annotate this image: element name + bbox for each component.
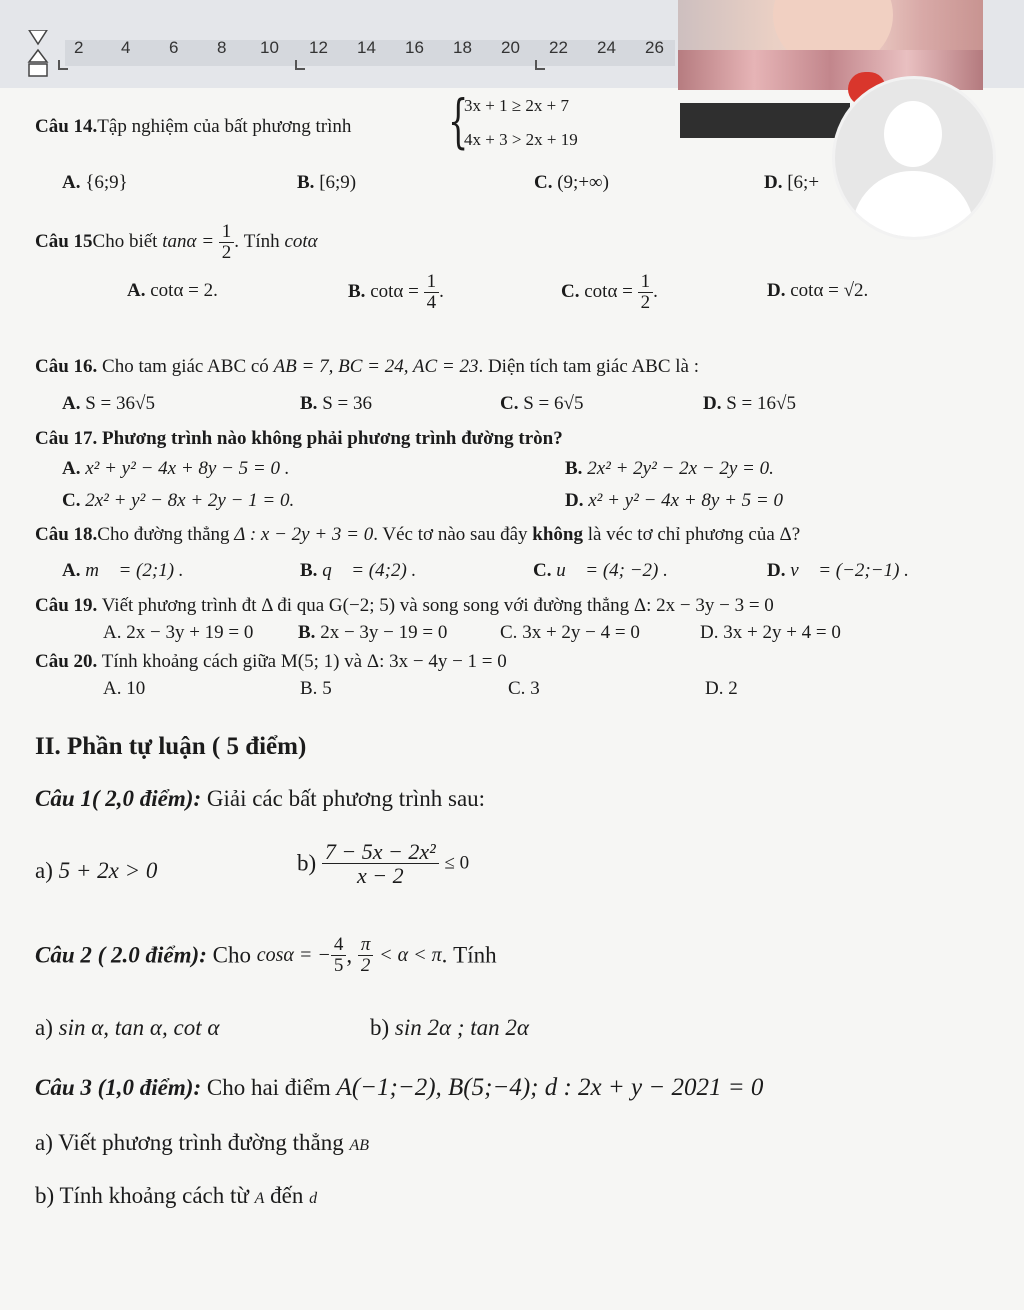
- question-19: Câu 19. Viết phương trình đt Δ đi qua G(−2; 5) và song song với đường thẳng Δ: 2x − 3y − 3 = 0: [35, 595, 774, 616]
- essay-3a: a) Viết phương trình đường thẳng AB: [35, 1130, 370, 1155]
- essay-3b: b) Tính khoảng cách từ A đến d: [35, 1183, 318, 1208]
- ruler-number: 10: [260, 38, 279, 57]
- option-b[interactable]: B. [6;9): [297, 172, 357, 193]
- option-b[interactable]: B. S = 36: [300, 393, 372, 414]
- option-a[interactable]: A. S = 36√5: [62, 393, 155, 414]
- ruler-number: 24: [597, 38, 616, 57]
- ruler-number: 2: [74, 38, 84, 57]
- ruler-number: 14: [357, 38, 376, 57]
- question-20: Câu 20. Tính khoảng cách giữa M(5; 1) và Δ: 3x − 4y − 1 = 0: [35, 651, 507, 672]
- ruler-number: 18: [453, 38, 472, 57]
- option-c[interactable]: C. (9;+∞): [534, 172, 609, 193]
- option-b[interactable]: B. 5: [300, 678, 332, 699]
- question-label: Câu 20.: [35, 651, 98, 672]
- option-a[interactable]: A. 10: [103, 678, 146, 699]
- ruler-number: 4: [121, 38, 131, 57]
- section-heading: II. Phần tự luận ( 5 điểm): [35, 733, 307, 760]
- ruler-number: 22: [549, 38, 568, 57]
- option-c[interactable]: C. 3: [508, 678, 540, 699]
- option-d[interactable]: D. cotα = √2.: [767, 280, 869, 301]
- option-b[interactable]: B. 2x − 3y − 19 = 0: [298, 622, 448, 643]
- option-value: [6;9): [319, 172, 357, 193]
- option-a[interactable]: A. m⃗ = (2;1) .: [62, 560, 184, 581]
- option-b[interactable]: B. cotα = $\frac{1}{4}$ .: [348, 271, 444, 313]
- ruler-number: 6: [169, 38, 179, 57]
- option-c[interactable]: C. 3x + 2y − 4 = 0: [500, 622, 640, 643]
- option-d[interactable]: D. v⃗ = (−2;−1) .: [767, 560, 909, 581]
- essay-1b: b) $\frac{\text{7 − 5x − 2x²}}{x - 2}$ ≤ 0: [297, 839, 470, 889]
- question-label: Câu 1( 2,0 điểm):: [35, 786, 202, 811]
- ruler-number: 26: [645, 38, 664, 57]
- essay-question-1: Câu 1( 2,0 điểm): Giải các bất phương trình sau:: [35, 786, 486, 811]
- question-label: Câu 19.: [35, 595, 98, 616]
- option-c[interactable]: C. S = 6√5: [500, 393, 584, 414]
- question-label: Câu 14.: [35, 116, 98, 137]
- option-d[interactable]: D. 3x + 2y + 4 = 0: [700, 622, 841, 643]
- question-15: Câu 15Cho biết tanα = $\frac{1}{2}$ . Tính cotα: [35, 221, 318, 263]
- option-c[interactable]: C. cotα = $\frac{1}{2}$ .: [561, 271, 658, 313]
- question-label: Câu 18.: [35, 524, 98, 545]
- option-d[interactable]: D. S = 16√5: [703, 393, 796, 414]
- system-row-1: 3x + 1 ≥ 2x + 7: [464, 96, 570, 115]
- question-16: Câu 16. Cho tam giác ABC có AB = 7, BC = 24, AC = 23. Diện tích tam giác ABC là :: [35, 356, 700, 377]
- option-c[interactable]: C. 2x² + y² − 8x + 2y − 1 = 0.: [62, 490, 295, 511]
- fraction: $\frac{1}{2}$: [219, 222, 235, 263]
- option-value: {6;9}: [85, 172, 128, 193]
- question-label: Câu 17.: [35, 428, 98, 449]
- option-d[interactable]: D. [6;+: [764, 172, 820, 193]
- option-a[interactable]: A. x² + y² − 4x + 8y − 5 = 0 .: [62, 458, 290, 479]
- question-14: [35, 116, 351, 138]
- option-d[interactable]: D. 2: [705, 678, 738, 699]
- ruler-number: 16: [405, 38, 424, 57]
- essay-2b: b) sin 2α ; tan 2α: [370, 1015, 529, 1040]
- essay-1a: a) 5 + 2x > 0: [35, 858, 158, 883]
- question-18: Câu 18.Cho đường thẳng Δ : x − 2y + 3 = 0. Véc tơ nào sau đây không là véc tơ chỉ phương của Δ?: [35, 524, 801, 545]
- essay-2a: a) sin α, tan α, cot α: [35, 1015, 220, 1040]
- option-b[interactable]: B. q⃗ = (4;2) .: [300, 560, 417, 581]
- question-label: Câu 16.: [35, 356, 98, 377]
- essay-question-2: Câu 2 ( 2.0 điểm): Cho cosα = − $\frac{4}{5}$ , $\frac{\pi}{2}$ < α < π. Tính: [35, 934, 497, 976]
- ruler-number: 8: [217, 38, 227, 57]
- ruler-number: 20: [501, 38, 520, 57]
- question-label: Câu 15: [35, 230, 93, 252]
- brace-icon: {: [448, 87, 469, 155]
- option-d[interactable]: D. x² + y² − 4x + 8y + 5 = 0: [565, 490, 783, 511]
- question-label: Câu 3 (1,0 điểm):: [35, 1075, 202, 1100]
- option-b[interactable]: B. 2x² + 2y² − 2x − 2y = 0.: [565, 458, 774, 479]
- essay-question-3: Câu 3 (1,0 điểm): Cho hai điểm A(−1;−2), B(5;−4); d : 2x + y − 2021 = 0: [35, 1074, 764, 1101]
- question-text: Tập nghiệm của bất phương trình: [97, 116, 352, 137]
- option-value: (9;+∞): [557, 172, 609, 193]
- option-a[interactable]: A. cotα = 2.: [127, 280, 218, 301]
- option-c[interactable]: C. u⃗ = (4; −2) .: [533, 560, 668, 581]
- option-a[interactable]: A. {6;9}: [62, 172, 128, 193]
- question-label: Câu 2 ( 2.0 điểm):: [35, 942, 207, 968]
- system-row-2: 4x + 3 > 2x + 19: [464, 130, 578, 149]
- option-value: [6;+: [787, 172, 820, 193]
- question-17: Câu 17. Phương trình nào không phải phương trình đường tròn?: [35, 428, 563, 449]
- ruler-number: 12: [309, 38, 328, 57]
- option-a[interactable]: A. 2x − 3y + 19 = 0: [103, 622, 254, 643]
